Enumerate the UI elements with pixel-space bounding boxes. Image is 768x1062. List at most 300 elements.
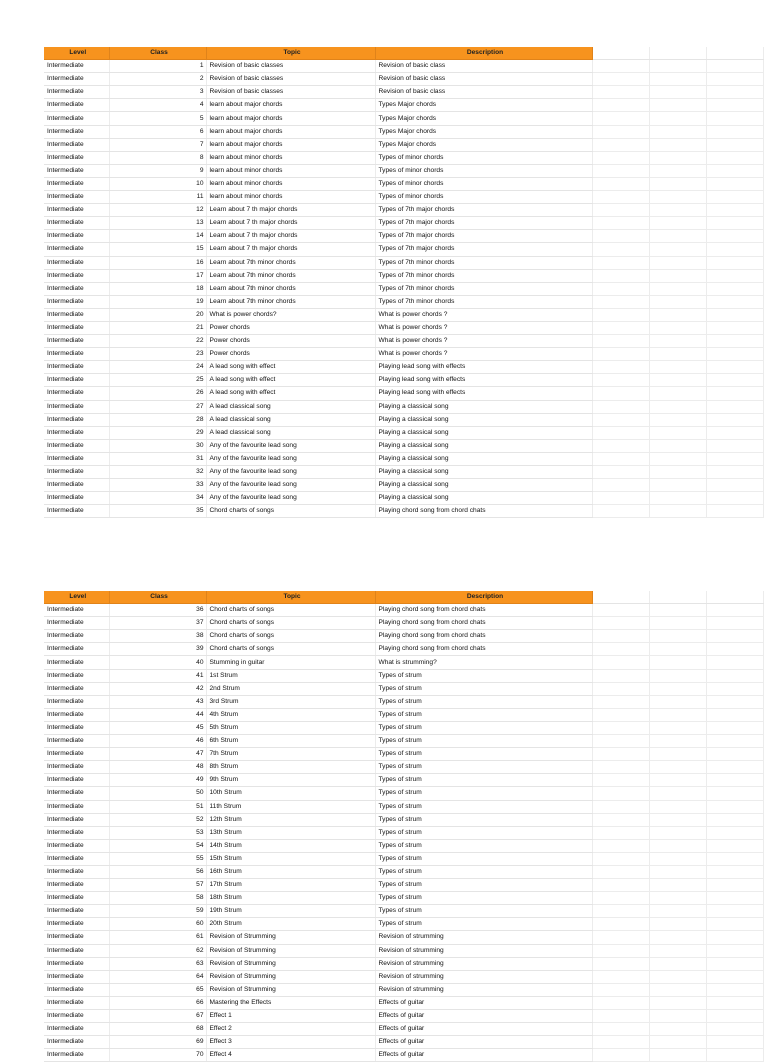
empty-cell (706, 892, 763, 905)
cell-topic: learn about major chords (206, 99, 375, 112)
table-row (44, 617, 763, 630)
empty-cell (706, 735, 763, 748)
empty-cell (706, 761, 763, 774)
cell-topic: 9th Strum (206, 774, 375, 787)
cell-description: Effects of guitar (375, 1036, 592, 1049)
empty-cell (649, 787, 706, 800)
cell-level: Intermediate (44, 282, 109, 295)
cell-class: 42 (109, 682, 206, 695)
cell-class: 18 (109, 282, 206, 295)
empty-cell (649, 643, 706, 656)
empty-cell (649, 656, 706, 669)
table-row (44, 826, 763, 839)
cell-level: Intermediate (44, 879, 109, 892)
empty-cell (592, 230, 649, 243)
cell-class: 40 (109, 656, 206, 669)
empty-cell (649, 99, 706, 112)
cell-description: Playing chord song from chord chats (375, 643, 592, 656)
cell-class: 6 (109, 125, 206, 138)
cell-topic: 5th Strum (206, 721, 375, 734)
table-row (44, 230, 763, 243)
cell-topic: Power chords (206, 335, 375, 348)
empty-cell (706, 879, 763, 892)
cell-level: Intermediate (44, 721, 109, 734)
empty-cell (706, 413, 763, 426)
cell-topic: What is power chords? (206, 308, 375, 321)
table-row (44, 839, 763, 852)
empty-cell (706, 617, 763, 630)
empty-cell (649, 230, 706, 243)
cell-topic: 8th Strum (206, 761, 375, 774)
cell-level: Intermediate (44, 177, 109, 190)
cell-topic: A lead song with effect (206, 361, 375, 374)
cell-level: Intermediate (44, 479, 109, 492)
cell-level: Intermediate (44, 839, 109, 852)
table-row (44, 748, 763, 761)
table-row (44, 1049, 763, 1062)
cell-topic: 16th Strum (206, 865, 375, 878)
table-row (44, 787, 763, 800)
cell-topic: Learn about 7th minor chords (206, 269, 375, 282)
cell-description: Effects of guitar (375, 996, 592, 1009)
empty-cell (592, 617, 649, 630)
empty-cell (649, 191, 706, 204)
cell-level: Intermediate (44, 865, 109, 878)
cell-class: 20 (109, 308, 206, 321)
empty-cell (649, 1049, 706, 1062)
empty-cell (649, 60, 706, 73)
empty-cell (592, 439, 649, 452)
cell-description: Types of strum (375, 721, 592, 734)
cell-topic: Revision of Strumming (206, 944, 375, 957)
cell-topic: learn about minor chords (206, 191, 375, 204)
cell-description: Revision of strumming (375, 983, 592, 996)
cell-topic: Power chords (206, 321, 375, 334)
empty-cell (592, 99, 649, 112)
cell-level: Intermediate (44, 787, 109, 800)
cell-topic: Chord charts of songs (206, 630, 375, 643)
empty-cell (706, 308, 763, 321)
empty-cell (592, 1010, 649, 1023)
empty-cell (649, 269, 706, 282)
cell-topic: Learn about 7th minor chords (206, 256, 375, 269)
empty-cell (706, 983, 763, 996)
empty-cell (706, 695, 763, 708)
cell-level: Intermediate (44, 452, 109, 465)
empty-cell (592, 492, 649, 505)
empty-cell (706, 721, 763, 734)
cell-description: What is power chords ? (375, 348, 592, 361)
table-row (44, 604, 763, 617)
header-description: Description (375, 47, 592, 60)
header-class: Class (109, 591, 206, 604)
empty-cell (592, 656, 649, 669)
table-row (44, 721, 763, 734)
table-row (44, 243, 763, 256)
empty-cell (649, 466, 706, 479)
empty-cell (649, 826, 706, 839)
empty-cell (592, 374, 649, 387)
cell-topic: Revision of Strumming (206, 970, 375, 983)
empty-cell (592, 761, 649, 774)
empty-cell (592, 321, 649, 334)
cell-level: Intermediate (44, 99, 109, 112)
empty-cell (592, 466, 649, 479)
empty-cell (706, 479, 763, 492)
cell-class: 17 (109, 269, 206, 282)
cell-level: Intermediate (44, 400, 109, 413)
empty-cell (649, 669, 706, 682)
cell-class: 55 (109, 852, 206, 865)
empty-cell (592, 479, 649, 492)
empty-cell (649, 73, 706, 86)
cell-topic: Any of the favourite lead song (206, 466, 375, 479)
cell-class: 31 (109, 452, 206, 465)
empty-cell (592, 970, 649, 983)
cell-level: Intermediate (44, 335, 109, 348)
table-row (44, 1010, 763, 1023)
empty-cell (649, 295, 706, 308)
cell-level: Intermediate (44, 682, 109, 695)
cell-level: Intermediate (44, 151, 109, 164)
cell-description: Types of strum (375, 905, 592, 918)
cell-class: 30 (109, 439, 206, 452)
empty-cell (706, 905, 763, 918)
cell-topic: learn about major chords (206, 138, 375, 151)
cell-description: Types of strum (375, 918, 592, 931)
cell-level: Intermediate (44, 918, 109, 931)
cell-topic: Power chords (206, 348, 375, 361)
empty-cell (649, 164, 706, 177)
empty-cell (649, 813, 706, 826)
empty-cell (706, 256, 763, 269)
cell-class: 9 (109, 164, 206, 177)
empty-cell (706, 656, 763, 669)
table-row (44, 505, 763, 518)
cell-description: Effects of guitar (375, 1049, 592, 1062)
table-row (44, 256, 763, 269)
empty-cell (649, 505, 706, 518)
empty-cell (592, 630, 649, 643)
table-row (44, 983, 763, 996)
cell-description: Playing chord song from chord chats (375, 505, 592, 518)
empty-cell (649, 426, 706, 439)
cell-description: Types of strum (375, 800, 592, 813)
empty-cell (706, 164, 763, 177)
cell-topic: 15th Strum (206, 852, 375, 865)
cell-topic: Effect 4 (206, 1049, 375, 1062)
empty-cell (649, 335, 706, 348)
table-row (44, 656, 763, 669)
cell-topic: Stumming in guitar (206, 656, 375, 669)
cell-class: 41 (109, 669, 206, 682)
empty-cell (592, 47, 649, 60)
table-row (44, 669, 763, 682)
empty-cell (592, 813, 649, 826)
table-row (44, 708, 763, 721)
empty-cell (592, 125, 649, 138)
table-row (44, 73, 763, 86)
cell-level: Intermediate (44, 492, 109, 505)
table-row (44, 177, 763, 190)
table-row (44, 282, 763, 295)
cell-level: Intermediate (44, 970, 109, 983)
table-row (44, 321, 763, 334)
empty-cell (592, 1049, 649, 1062)
table-row (44, 374, 763, 387)
cell-description: Revision of strumming (375, 957, 592, 970)
cell-level: Intermediate (44, 1010, 109, 1023)
empty-cell (592, 60, 649, 73)
empty-cell (649, 748, 706, 761)
cell-class: 57 (109, 879, 206, 892)
empty-cell (706, 374, 763, 387)
empty-cell (592, 774, 649, 787)
cell-description: Playing lead song with effects (375, 374, 592, 387)
empty-cell (706, 99, 763, 112)
cell-class: 58 (109, 892, 206, 905)
cell-class: 63 (109, 957, 206, 970)
empty-cell (706, 1036, 763, 1049)
cell-level: Intermediate (44, 892, 109, 905)
empty-cell (592, 787, 649, 800)
header-topic: Topic (206, 591, 375, 604)
cell-topic: 17th Strum (206, 879, 375, 892)
empty-cell (592, 931, 649, 944)
cell-topic: Revision of basic classes (206, 60, 375, 73)
table-row (44, 682, 763, 695)
cell-class: 50 (109, 787, 206, 800)
cell-level: Intermediate (44, 604, 109, 617)
cell-class: 59 (109, 905, 206, 918)
cell-description: Types of strum (375, 839, 592, 852)
empty-cell (706, 957, 763, 970)
cell-description: Types of strum (375, 761, 592, 774)
table-row (44, 426, 763, 439)
empty-cell (649, 865, 706, 878)
empty-cell (592, 708, 649, 721)
empty-cell (706, 643, 763, 656)
cell-class: 11 (109, 191, 206, 204)
cell-topic: Learn about 7 th major chords (206, 243, 375, 256)
cell-class: 54 (109, 839, 206, 852)
empty-cell (592, 695, 649, 708)
table-row (44, 492, 763, 505)
empty-cell (706, 918, 763, 931)
empty-cell (649, 413, 706, 426)
cell-topic: A lead classical song (206, 400, 375, 413)
empty-cell (592, 852, 649, 865)
table-row (44, 308, 763, 321)
empty-cell (706, 125, 763, 138)
cell-description: Revision of strumming (375, 944, 592, 957)
empty-cell (706, 151, 763, 164)
cell-class: 38 (109, 630, 206, 643)
empty-cell (592, 269, 649, 282)
header-row (44, 591, 763, 604)
cell-level: Intermediate (44, 735, 109, 748)
cell-class: 15 (109, 243, 206, 256)
cell-description: Types of strum (375, 787, 592, 800)
empty-cell (592, 748, 649, 761)
cell-class: 4 (109, 99, 206, 112)
empty-cell (649, 944, 706, 957)
cell-topic: A lead song with effect (206, 374, 375, 387)
cell-level: Intermediate (44, 256, 109, 269)
table-row (44, 191, 763, 204)
cell-class: 65 (109, 983, 206, 996)
cell-class: 2 (109, 73, 206, 86)
cell-level: Intermediate (44, 374, 109, 387)
cell-class: 67 (109, 1010, 206, 1023)
empty-cell (706, 335, 763, 348)
cell-topic: Effect 3 (206, 1036, 375, 1049)
cell-description: Types of 7th minor chords (375, 269, 592, 282)
table-row (44, 879, 763, 892)
empty-cell (592, 944, 649, 957)
header-level: Level (44, 47, 109, 60)
cell-topic: Chord charts of songs (206, 604, 375, 617)
cell-topic: 10th Strum (206, 787, 375, 800)
table-row (44, 1036, 763, 1049)
cell-topic: 19th Strum (206, 905, 375, 918)
cell-class: 14 (109, 230, 206, 243)
cell-topic: Effect 2 (206, 1023, 375, 1036)
cell-topic: Learn about 7th minor chords (206, 282, 375, 295)
cell-topic: Chord charts of songs (206, 505, 375, 518)
empty-cell (649, 800, 706, 813)
cell-level: Intermediate (44, 826, 109, 839)
empty-cell (706, 1049, 763, 1062)
empty-cell (649, 243, 706, 256)
cell-topic: Revision of Strumming (206, 983, 375, 996)
empty-cell (706, 787, 763, 800)
cell-level: Intermediate (44, 439, 109, 452)
cell-level: Intermediate (44, 112, 109, 125)
cell-level: Intermediate (44, 243, 109, 256)
empty-cell (649, 852, 706, 865)
cell-level: Intermediate (44, 800, 109, 813)
empty-cell (592, 308, 649, 321)
cell-class: 53 (109, 826, 206, 839)
cell-topic: Any of the favourite lead song (206, 439, 375, 452)
cell-level: Intermediate (44, 774, 109, 787)
cell-class: 68 (109, 1023, 206, 1036)
empty-cell (592, 361, 649, 374)
empty-cell (706, 492, 763, 505)
cell-description: Types of 7th major chords (375, 217, 592, 230)
empty-cell (649, 735, 706, 748)
cell-level: Intermediate (44, 813, 109, 826)
empty-cell (706, 426, 763, 439)
empty-cell (706, 774, 763, 787)
spreadsheet-table-1 (44, 47, 764, 518)
header-row (44, 47, 763, 60)
empty-cell (592, 957, 649, 970)
cell-class: 64 (109, 970, 206, 983)
cell-class: 49 (109, 774, 206, 787)
empty-cell (706, 865, 763, 878)
cell-description: Playing chord song from chord chats (375, 604, 592, 617)
cell-class: 3 (109, 86, 206, 99)
cell-class: 29 (109, 426, 206, 439)
cell-level: Intermediate (44, 748, 109, 761)
cell-level: Intermediate (44, 643, 109, 656)
table-row (44, 774, 763, 787)
empty-cell (706, 217, 763, 230)
empty-cell (649, 983, 706, 996)
empty-cell (706, 505, 763, 518)
cell-class: 34 (109, 492, 206, 505)
cell-level: Intermediate (44, 617, 109, 630)
cell-class: 69 (109, 1036, 206, 1049)
cell-class: 70 (109, 1049, 206, 1062)
cell-class: 8 (109, 151, 206, 164)
cell-description: Revision of strumming (375, 970, 592, 983)
empty-cell (592, 138, 649, 151)
empty-cell (592, 335, 649, 348)
cell-level: Intermediate (44, 669, 109, 682)
table-row (44, 1023, 763, 1036)
empty-cell (592, 669, 649, 682)
empty-cell (706, 970, 763, 983)
empty-cell (649, 604, 706, 617)
cell-description: Playing a classical song (375, 479, 592, 492)
cell-topic: A lead classical song (206, 413, 375, 426)
empty-cell (706, 931, 763, 944)
empty-cell (706, 800, 763, 813)
cell-topic: A lead classical song (206, 426, 375, 439)
cell-description: Types of 7th major chords (375, 204, 592, 217)
empty-cell (592, 800, 649, 813)
cell-level: Intermediate (44, 944, 109, 957)
empty-cell (592, 983, 649, 996)
cell-level: Intermediate (44, 695, 109, 708)
cell-description: Revision of basic class (375, 73, 592, 86)
cell-level: Intermediate (44, 308, 109, 321)
cell-description: Types of strum (375, 852, 592, 865)
empty-cell (706, 112, 763, 125)
cell-topic: 18th Strum (206, 892, 375, 905)
cell-level: Intermediate (44, 269, 109, 282)
cell-class: 12 (109, 204, 206, 217)
table-row (44, 452, 763, 465)
empty-cell (592, 191, 649, 204)
cell-topic: 20th Strum (206, 918, 375, 931)
cell-description: Types of minor chords (375, 164, 592, 177)
cell-level: Intermediate (44, 905, 109, 918)
empty-cell (592, 865, 649, 878)
cell-class: 7 (109, 138, 206, 151)
cell-description: Effects of guitar (375, 1023, 592, 1036)
cell-description: Playing lead song with effects (375, 361, 592, 374)
table-row (44, 695, 763, 708)
empty-cell (706, 361, 763, 374)
cell-topic: 4th Strum (206, 708, 375, 721)
cell-topic: 7th Strum (206, 748, 375, 761)
cell-description: Playing a classical song (375, 466, 592, 479)
cell-level: Intermediate (44, 86, 109, 99)
cell-class: 56 (109, 865, 206, 878)
table-row (44, 852, 763, 865)
cell-class: 26 (109, 387, 206, 400)
cell-level: Intermediate (44, 852, 109, 865)
cell-level: Intermediate (44, 761, 109, 774)
cell-class: 44 (109, 708, 206, 721)
cell-description: Types of strum (375, 708, 592, 721)
empty-cell (649, 1010, 706, 1023)
cell-level: Intermediate (44, 426, 109, 439)
